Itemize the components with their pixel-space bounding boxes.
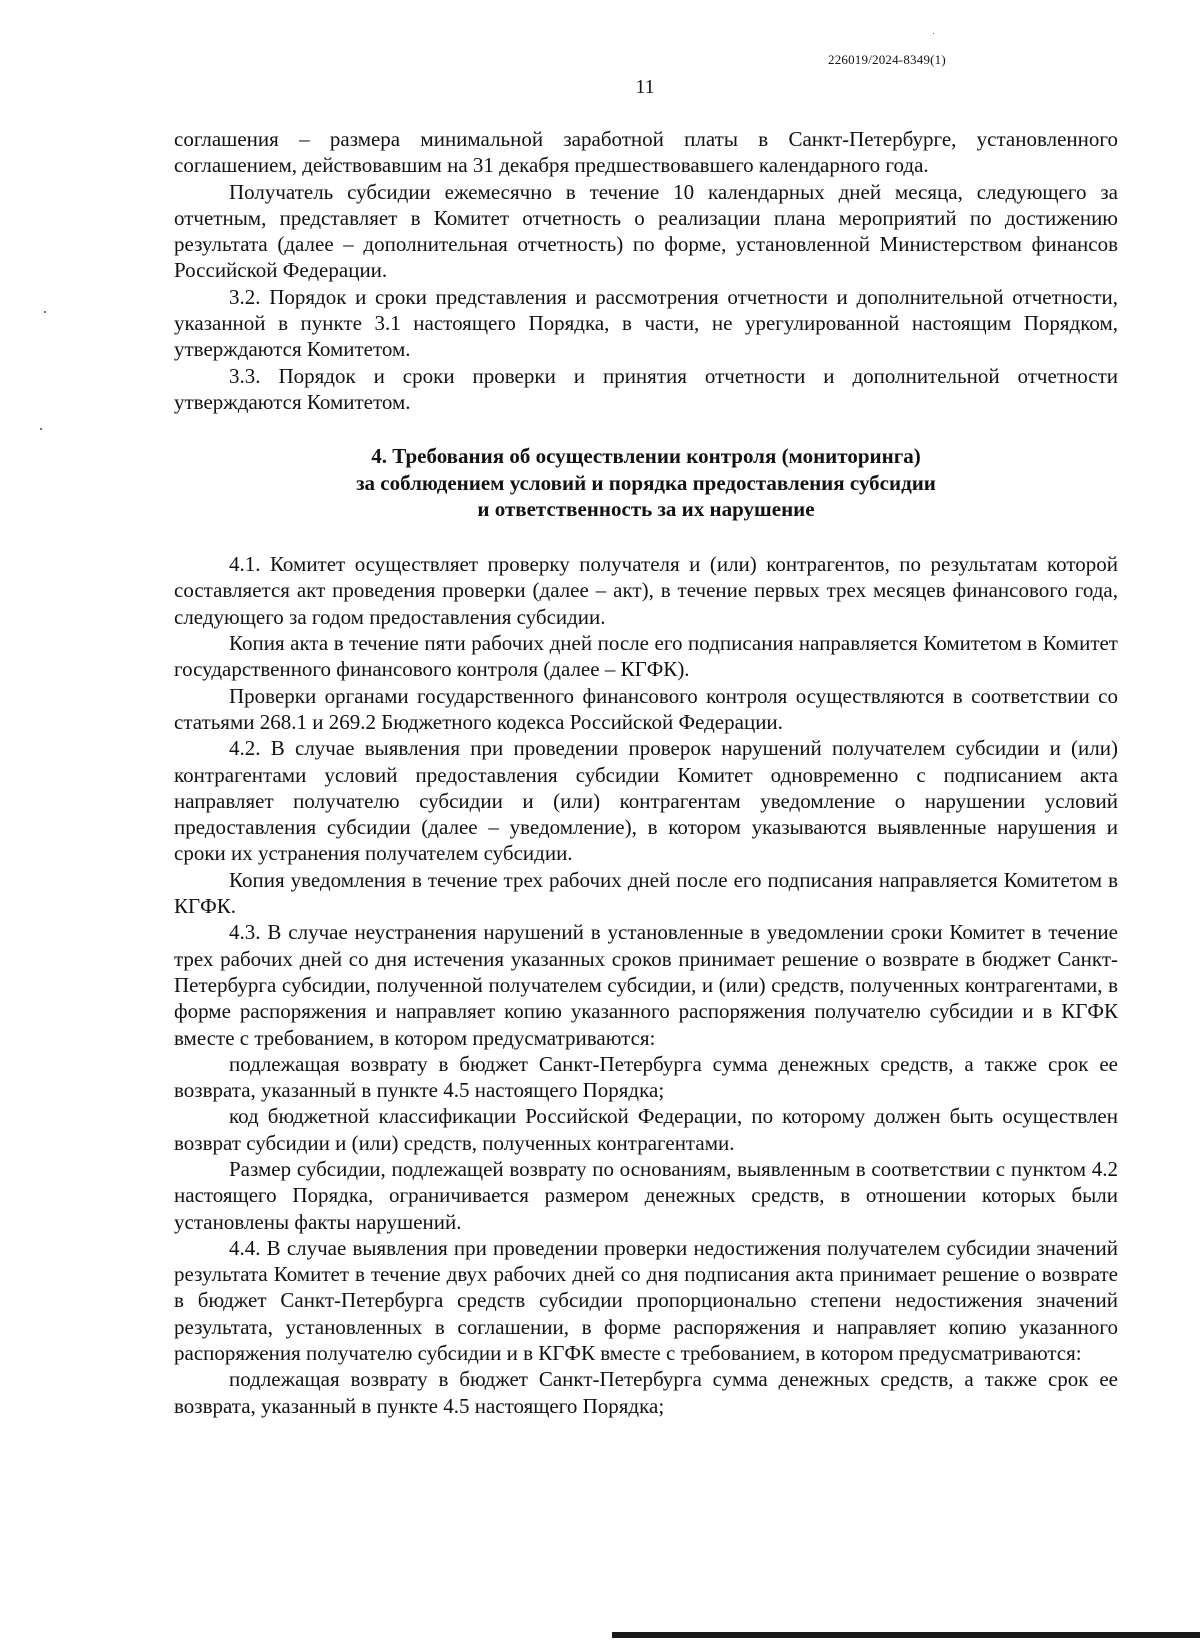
page-number: 11 xyxy=(635,76,655,98)
scan-speck xyxy=(40,428,42,430)
page-bottom-rule xyxy=(612,1632,1200,1638)
section-heading-line: 4. Требования об осуществлении контроля (мониторинга) xyxy=(371,444,921,469)
paragraph-3-3: 3.3. Порядок и сроки проверки и принятия отчетности и дополнительной отчетности утверждаются Комитетом. xyxy=(174,363,1118,414)
paragraph: соглашения – размера минимальной заработной платы в Санкт-Петербурге, установленного соглашением, действовавшим на 31 декабря предшествовавшего календарного года. xyxy=(174,127,1118,178)
paragraph: Копия уведомления в течение трех рабочих дней после его подписания направляется Комитетом в КГФК. xyxy=(174,867,1118,919)
scan-speck xyxy=(44,311,46,313)
paragraph: Копия акта в течение пяти рабочих дней после его подписания направляется Комитетом в Комитет государственного финансового контроля (далее – КГФК). xyxy=(174,631,1118,682)
paragraph-4-4: 4.4. В случае выявления при проведении проверки недостижения получателем субсидии значений результата Комитет в течение двух рабочих дней со дня подписания акта принимает решение о возврате в бюджет Санкт-Петербурга средств субсидии пропорционально степени недостижения значений результата, установленных в соглашении, в форме распоряжения и направляет копию указанного распоряжения получателю субсидии и в КГФК вместе с требованием, в котором предусматриваются: xyxy=(174,1235,1118,1366)
paragraph: Проверки органами государственного финансового контроля осуществляются в соответствии со статьями 268.1 и 269.2 Бюджетного кодекса Российской Федерации. xyxy=(174,683,1118,734)
paragraph-4-3: 4.3. В случае неустранения нарушений в установленные в уведомлении сроки Комитет в течение трех рабочих дней со дня истечения указанных сроков принимает решение о возврате в бюджет Санкт-Петербурга субсидии, полученной получателем субсидии, и (или) средств, полученных контрагентами, в форме распоряжения и направляет копию указанного распоряжения получателю субсидии и в КГФК вместе с требованием, в котором предусматриваются: xyxy=(174,920,1118,1050)
paragraph-4-2: 4.2. В случае выявления при проведении проверок нарушений получателем субсидии и (или) контрагентами условий предоставления субсидии Комитет одновременно с подписанием акта направляет получателю субсидии и (или) контрагентам уведомление о нарушении условий предоставления субсидии (далее – уведомление), в котором указываются выявленные нарушения и сроки их устранения получателем субсидии. xyxy=(174,736,1118,866)
paragraph: подлежащая возврату в бюджет Санкт-Петербурга сумма денежных средств, а также срок ее возврата, указанный в пункте 4.5 настоящего Порядка; xyxy=(174,1051,1118,1103)
scan-speck xyxy=(933,33,934,34)
paragraph-4-1: 4.1. Комитет осуществляет проверку получателя и (или) контрагентов, по результатам которой составляется акт проведения проверки (далее – акт), в течение первых трех месяцев финансового года, следующего за годом предоставления субсидии. xyxy=(174,552,1118,629)
paragraph-3-2: 3.2. Порядок и сроки представления и рассмотрения отчетности и дополнительной отчетности, указанной в пункте 3.1 настоящего Порядка, в части, не урегулированной настоящим Порядком, утверждаются Комитетом. xyxy=(174,284,1118,362)
section-heading-line: за соблюдением условий и порядка предоставления субсидии xyxy=(356,470,936,495)
paragraph: Размер субсидии, подлежащей возврату по основаниям, выявленным в соответствии с пунктом 4.2 настоящего Порядка, ограничивается размером денежных средств, в отношении которых были установлены факты нарушений. xyxy=(174,1156,1118,1234)
document-body xyxy=(174,126,1118,1419)
document-id: 226019/2024-8349(1) xyxy=(828,52,946,67)
paragraph: Получатель субсидии ежемесячно в течение 10 календарных дней месяца, следующего за отчетным, представляет в Комитет отчетность о реализации плана мероприятий по достижению результата (далее – дополнительная отчетность) по форме, установленной Министерством финансов Российской Федерации. xyxy=(174,179,1118,283)
section-heading xyxy=(174,443,1118,522)
section-heading-line: и ответственность за их нарушение xyxy=(477,496,815,521)
paragraph: подлежащая возврату в бюджет Санкт-Петербурга сумма денежных средств, а также срок ее возврата, указанный в пункте 4.5 настоящего Порядка; xyxy=(174,1367,1118,1418)
paragraph: код бюджетной классификации Российской Федерации, по которому должен быть осуществлен возврат субсидии и (или) средств, полученных контрагентами. xyxy=(174,1104,1118,1155)
